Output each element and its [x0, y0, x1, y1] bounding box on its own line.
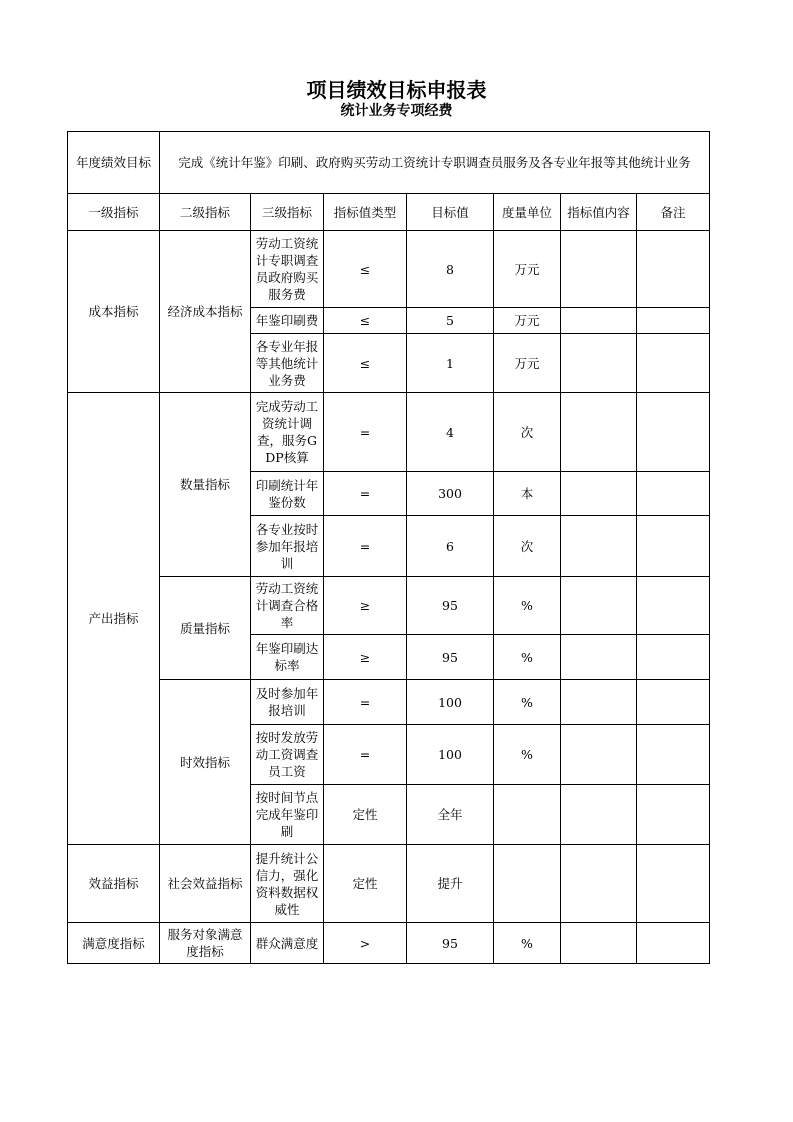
- column-header: 一级指标: [68, 194, 160, 231]
- value-type-cell: =: [324, 725, 407, 785]
- target-value-cell: 全年: [407, 785, 494, 845]
- unit-cell: 万元: [494, 334, 561, 393]
- page-title: 项目绩效目标申报表: [306, 78, 487, 102]
- unit-cell: %: [494, 680, 561, 725]
- unit-cell: %: [494, 725, 561, 785]
- value-type-cell: =: [324, 516, 407, 577]
- column-header: 目标值: [407, 194, 494, 231]
- unit-cell: 万元: [494, 231, 561, 308]
- target-value-cell: 提升: [407, 845, 494, 923]
- unit-cell: 次: [494, 393, 561, 472]
- content-cell: [561, 725, 637, 785]
- table-row: [68, 923, 710, 964]
- level2-cell: 数量指标: [160, 393, 251, 577]
- content-cell: [561, 516, 637, 577]
- annual-goal-label: 年度绩效目标: [68, 132, 160, 194]
- level3-cell: 按时发放劳动工资调查员工资: [251, 725, 324, 785]
- unit-cell: 本: [494, 472, 561, 516]
- level3-cell: 印刷统计年鉴份数: [251, 472, 324, 516]
- annual-goal-row: [68, 132, 710, 194]
- level3-cell: 年鉴印刷达标率: [251, 635, 324, 680]
- unit-cell: 万元: [494, 308, 561, 334]
- target-value-cell: 100: [407, 725, 494, 785]
- content-cell: [561, 308, 637, 334]
- note-cell: [637, 845, 710, 923]
- column-header: 度量单位: [494, 194, 561, 231]
- value-type-cell: ≥: [324, 577, 407, 635]
- level3-cell: 各专业年报等其他统计业务费: [251, 334, 324, 393]
- unit-cell: %: [494, 635, 561, 680]
- value-type-cell: ≤: [324, 308, 407, 334]
- unit-cell: 次: [494, 516, 561, 577]
- unit-cell: %: [494, 923, 561, 964]
- note-cell: [637, 231, 710, 308]
- level3-cell: 及时参加年报培训: [251, 680, 324, 725]
- target-value-cell: 8: [407, 231, 494, 308]
- value-type-cell: =: [324, 393, 407, 472]
- table-header-row: [68, 194, 710, 231]
- level3-cell: 年鉴印刷费: [251, 308, 324, 334]
- note-cell: [637, 308, 710, 334]
- note-cell: [637, 923, 710, 964]
- table-row: [68, 680, 710, 725]
- level3-cell: 劳动工资统计调查合格率: [251, 577, 324, 635]
- note-cell: [637, 785, 710, 845]
- value-type-cell: ≤: [324, 334, 407, 393]
- value-type-cell: ≥: [324, 635, 407, 680]
- annual-goal-text: 完成《统计年鉴》印刷、政府购买劳动工资统计专职调查员服务及各专业年报等其他统计业务: [160, 132, 710, 194]
- level3-cell: 完成劳动工资统计调查，服务GDP核算: [251, 393, 324, 472]
- target-value-cell: 95: [407, 577, 494, 635]
- level3-cell: 提升统计公信力，强化资料数据权威性: [251, 845, 324, 923]
- content-cell: [561, 393, 637, 472]
- column-header: 指标值内容: [561, 194, 637, 231]
- content-cell: [561, 845, 637, 923]
- content-cell: [561, 577, 637, 635]
- note-cell: [637, 516, 710, 577]
- level1-cell: 满意度指标: [68, 923, 160, 964]
- note-cell: [637, 334, 710, 393]
- value-type-cell: 定性: [324, 845, 407, 923]
- level3-cell: 按时间节点完成年鉴印刷: [251, 785, 324, 845]
- target-value-cell: 300: [407, 472, 494, 516]
- table-row: [68, 393, 710, 472]
- unit-cell: [494, 785, 561, 845]
- unit-cell: %: [494, 577, 561, 635]
- level3-cell: 群众满意度: [251, 923, 324, 964]
- target-value-cell: 100: [407, 680, 494, 725]
- column-header: 备注: [637, 194, 710, 231]
- table-row: [68, 845, 710, 923]
- target-value-cell: 6: [407, 516, 494, 577]
- note-cell: [637, 680, 710, 725]
- table-row: [68, 231, 710, 308]
- column-header: 三级指标: [251, 194, 324, 231]
- level2-cell: 经济成本指标: [160, 231, 251, 393]
- target-value-cell: 95: [407, 923, 494, 964]
- value-type-cell: 定性: [324, 785, 407, 845]
- value-type-cell: =: [324, 680, 407, 725]
- level2-cell: 服务对象满意度指标: [160, 923, 251, 964]
- level2-cell: 时效指标: [160, 680, 251, 845]
- target-value-cell: 5: [407, 308, 494, 334]
- unit-cell: [494, 845, 561, 923]
- value-type-cell: ≤: [324, 231, 407, 308]
- note-cell: [637, 725, 710, 785]
- note-cell: [637, 635, 710, 680]
- level2-cell: 质量指标: [160, 577, 251, 680]
- value-type-cell: >: [324, 923, 407, 964]
- content-cell: [561, 472, 637, 516]
- note-cell: [637, 393, 710, 472]
- target-value-cell: 4: [407, 393, 494, 472]
- content-cell: [561, 785, 637, 845]
- table-row: [68, 577, 710, 635]
- level1-cell: 产出指标: [68, 393, 160, 845]
- content-cell: [561, 680, 637, 725]
- level1-cell: 效益指标: [68, 845, 160, 923]
- column-header: 指标值类型: [324, 194, 407, 231]
- performance-table: [67, 131, 710, 964]
- column-header: 二级指标: [160, 194, 251, 231]
- content-cell: [561, 231, 637, 308]
- level2-cell: 社会效益指标: [160, 845, 251, 923]
- value-type-cell: =: [324, 472, 407, 516]
- level3-cell: 各专业按时参加年报培训: [251, 516, 324, 577]
- target-value-cell: 95: [407, 635, 494, 680]
- content-cell: [561, 923, 637, 964]
- target-value-cell: 1: [407, 334, 494, 393]
- level3-cell: 劳动工资统计专职调查员政府购买服务费: [251, 231, 324, 308]
- page-subtitle: 统计业务专项经费: [340, 103, 453, 119]
- content-cell: [561, 635, 637, 680]
- content-cell: [561, 334, 637, 393]
- level1-cell: 成本指标: [68, 231, 160, 393]
- note-cell: [637, 472, 710, 516]
- note-cell: [637, 577, 710, 635]
